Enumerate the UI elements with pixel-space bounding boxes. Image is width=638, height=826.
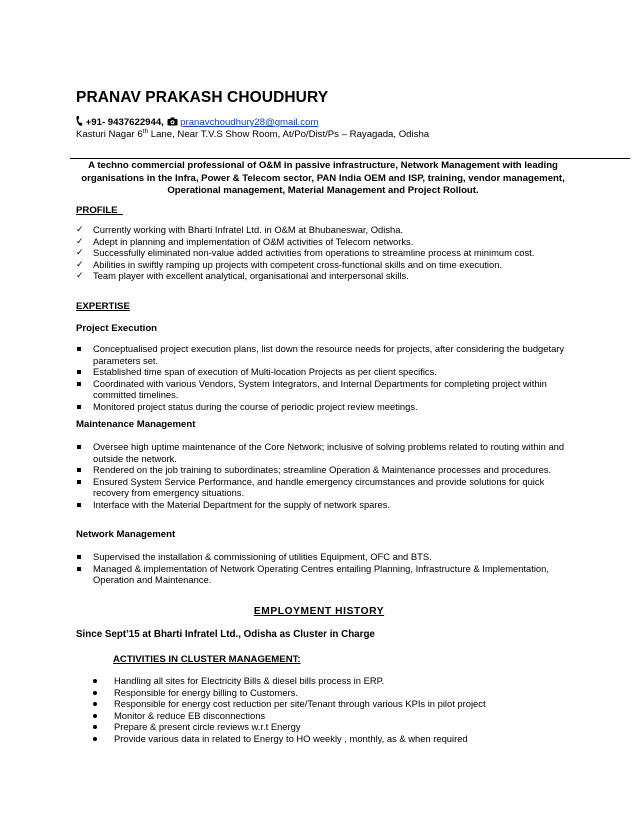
list-item: ✓ Abilities in swiftly ramping up projects with competent cross-functional skills and on time execution. — [76, 258, 503, 270]
list-item: Managed & implementation of Network Operating Centres entailing Planning, Infrastructure & Implementation, Operation and Maintenance. — [93, 562, 549, 586]
list-item: Interface with the Material Department for the supply of network spares. — [93, 498, 391, 510]
list-item: ✓ Currently working with Bharti Infratel Ltd. in O&M at Bhubaneswar, Odisha. — [76, 224, 404, 235]
project-execution-title: Project Execution — [76, 323, 158, 334]
candidate-name: PRANAV PRAKASH CHOUDHURY — [76, 89, 329, 106]
address-sup: th — [142, 128, 149, 135]
checkmark-icon: ✓ — [76, 224, 84, 234]
address-suffix: Lane, Near T.V.S Show Room, At/Po/Dist/Ps – Rayagada, Odisha — [148, 129, 430, 141]
project-execution-list — [76, 343, 566, 413]
summary-statement: A techno commercial professional of O&M in passive infrastructure, Network Management with leading organisations in the Infra, Power & Telecom sector, PAN India OEM and ISP, training, vendor management, Operational management, Material Management and Project Rollout. — [81, 160, 565, 197]
list-item: Responsible for energy cost reduction per site/Tenant through various KPIs in pilot project — [114, 698, 486, 710]
list-item: Supervised the installation & commissioning of utilities Equipment, OFC and BTS. — [93, 551, 432, 562]
list-item: Prepare & present circle reviews w.r.t Energy — [114, 721, 301, 733]
profile-heading: PROFILE — [76, 205, 123, 216]
list-item: Provide various data in related to Energy to HO weekly , monthly, as & when required — [114, 732, 468, 744]
email-link[interactable]: pranavchoudhury28@gmail.com — [180, 117, 319, 128]
checkmark-icon: ✓ — [76, 235, 84, 246]
address-line — [76, 128, 429, 140]
expertise-heading: EXPERTISE — [76, 301, 130, 312]
phone-number: +91- 9437622944, — [85, 117, 164, 128]
list-item: Monitored project status during the course of periodic project review meetings. — [93, 400, 418, 412]
list-item: Rendered on the job training to subordinates; streamline Operation & Maintenance processes and procedures. — [93, 464, 552, 476]
activities-list — [92, 675, 542, 745]
employment-history-heading: EMPLOYMENT HISTORY — [253, 606, 385, 617]
activities-heading: ACTIVITIES IN CLUSTER MANAGEMENT: — [113, 654, 301, 665]
network-management-title: Network Management — [76, 529, 176, 540]
network-management-list — [76, 551, 566, 586]
list-item: Handling all sites for Electricity Bills & diesel bills process in ERP. — [114, 675, 385, 686]
list-item: Conceptualised project execution plans, list down the resource needs for projects, after considering the budgetary parameters set. — [93, 343, 565, 366]
checkmark-icon: ✓ — [76, 247, 84, 258]
header-divider — [70, 158, 630, 159]
profile-list — [76, 224, 566, 282]
list-item: Ensured System Service Performance, and handle emergency circumstances and provide solutions for quick recovery from emergency situations. — [93, 475, 545, 499]
list-item: ✓ Successfully eliminated non-value added activities from operations to streamline process at minimum cost. — [76, 247, 535, 259]
maintenance-management-list — [76, 441, 566, 511]
list-item: Established time span of execution of Multi-location Projects as per client specifics. — [93, 366, 437, 378]
list-item: Responsible for energy billing to Customers. — [114, 686, 298, 698]
list-item: Oversee high uptime maintenance of the Core Network; inclusive of solving problems related to routing within and outside the network. — [93, 441, 565, 464]
list-item: ✓ Team player with excellent analytical, organisational and interpersonal skills. — [76, 270, 409, 282]
maintenance-management-title: Maintenance Management — [76, 419, 196, 430]
checkmark-icon: ✓ — [76, 270, 84, 281]
list-item: Coordinated with various Vendors, System Integrators, and Internal Departments for completing project within committed timelines. — [93, 377, 547, 401]
list-item: Monitor & reduce EB disconnections — [114, 709, 266, 721]
job-title: Since Sept’15 at Bharti Infratel Ltd., Odisha as Cluster in Charge — [76, 629, 375, 640]
address-prefix: Kasturi Nagar 6 — [76, 129, 143, 141]
list-item: ✓ Adept in planning and implementation of O&M activities of Telecom networks. — [76, 235, 414, 247]
checkmark-icon: ✓ — [76, 258, 84, 269]
